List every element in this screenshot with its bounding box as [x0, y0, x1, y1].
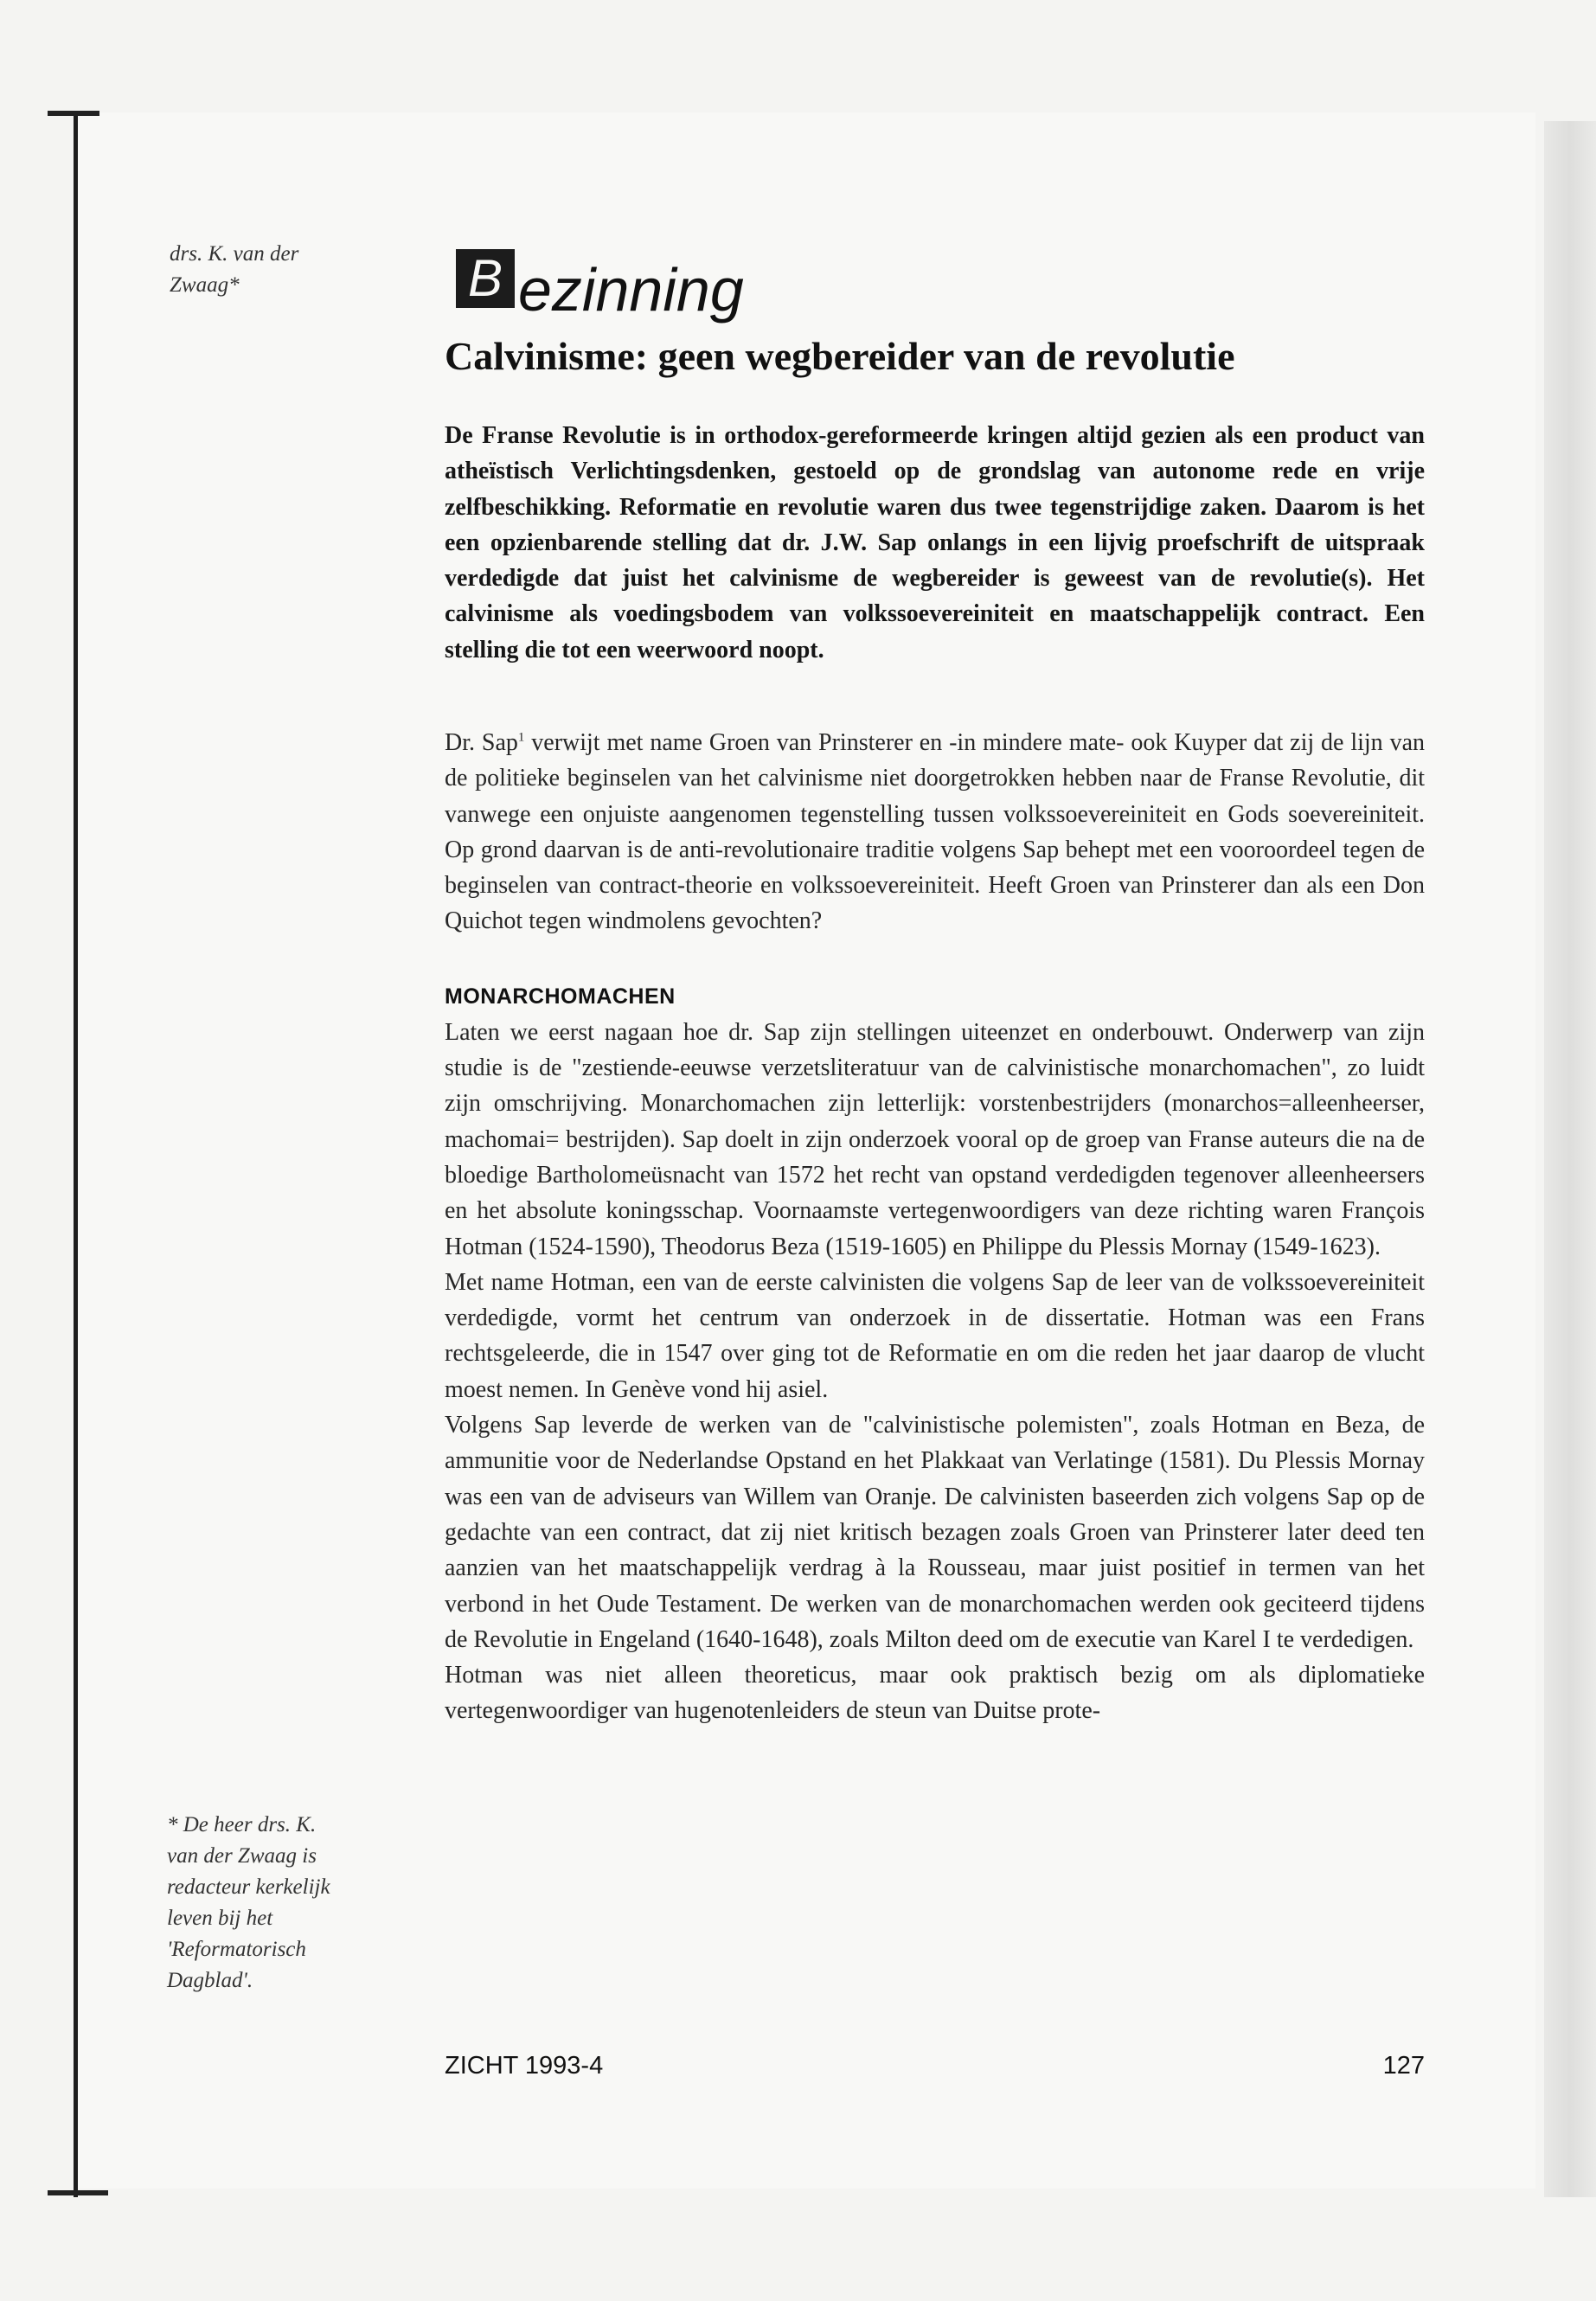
note-line: van der Zwaag is [167, 1844, 317, 1868]
paragraph-start: Dr. Sap [445, 729, 518, 756]
binding-tick-top [48, 111, 99, 116]
body-paragraph: Laten we eerst nagaan hoe dr. Sap zijn stellingen uiteenzet en onderbouwt. Onderwerp van zijn studie is de "zestiende-eeuwse verzetsliteratuur van de calvinistische monarchomachen", zo luidt zijn omschrijving. Monarchomachen zijn letterlijk: vorstenbestrijders (monarchos=alleenheerser, machomai= bestrijden). Sap doelt in zijn onderzoek vooral op de groep van Franse auteurs die na de bloedige Bartholomeüsnacht van 1572 het recht van opstand verdedigden tegenover alleenheersers en het absolute koningsschap. Voornaamste vertegenwoordigers van deze richting waren François Hotman (1524-1590), Theodorus Beza (1519-1605) en Philippe du Plessis Mornay (1549-1623). [445, 1018, 1425, 1260]
rubric-word: ezinning [518, 256, 744, 324]
author-note [167, 1810, 392, 1997]
binding-line [74, 112, 78, 2197]
body-paragraph [445, 725, 1425, 939]
page-number: 127 [1382, 2052, 1425, 2080]
rubric-initial: B [456, 249, 515, 308]
section-heading: MONARCHOMACHEN [445, 984, 676, 1009]
article-body [445, 725, 1425, 1729]
article-lead: De Franse Revolutie is in orthodox-gereformeerde kringen altijd gezien als een product van atheïstisch Verlichtingsdenken, gestoeld op de grondslag van autonome rede en vrije zelfbeschikking. Reformatie en revolutie waren dus twee tegenstrijdige zaken. Daarom is het een opzienbarende stelling dat dr. J.W. Sap onlangs in een lijvig proefschrift de uitspraak verdedigde dat juist het calvinisme de wegbereider is geweest van de revolutie(s). Het calvinisme als voedingsbodem van volkssoevereiniteit en maatschappelijk contract. Een stelling die tot een weerwoord noopt. [445, 422, 1425, 663]
note-line: 'Reformatorisch [167, 1938, 306, 1961]
journal-name: ZICHT 1993-4 [445, 2052, 604, 2080]
article-title: Calvinisme: geen wegbereider van de revolutie [445, 334, 1235, 378]
body-paragraph: Volgens Sap leverde de werken van de "calvinistische polemisten", zoals Hotman en Beza, de ammunitie voor de Nederlandse Opstand en het Plakkaat van Verlatinge (1581). Du Plessis Mornay was een van de adviseurs van Willem van Oranje. De calvinisten baseerden zich volgens Sap op de gedachte van een contract, dat zij niet kritisch bezagen zoals Groen van Prinsterer later deed ten aanzien van het maatschappelijk verdrag à la Rousseau, maar juist positief in termen van het verbond in het Oude Testament. De werken van de monarchomachen werden ook geciteerd tijdens de Revolutie in Engeland (1640-1648), zoals Milton deed om de executie van Karel I te verdedigen. [445, 1412, 1425, 1653]
paragraph-text: verwijt met name Groen van Prinsterer en -in mindere mate- ook Kuyper dat zij de lijn van de politieke beginselen van het calvinisme niet doorgetrokken hebben naar de Franse Revolutie, dit vanwege een onjuiste aangenomen tegenstelling tussen volkssoevereiniteit en Gods soevereiniteit. Op grond daarvan is de anti-revolutionaire traditie volgens Sap behept met een vooroordeel tegen de beginselen van contract-theorie en volkssoevereiniteit. Heeft Groen van Prinsterer dan als een Don Quichot tegen windmolens gevochten? [445, 729, 1425, 935]
note-line: leven bij het [167, 1907, 273, 1930]
note-line: redacteur kerkelijk [167, 1875, 330, 1899]
binding-tick-bottom [48, 2190, 108, 2195]
body-paragraph: Met name Hotman, een van de eerste calvinisten die volgens Sap de leer van de volkssoevereiniteit verdedigde, vormt het centrum van onderzoek in de dissertatie. Hotman was een Frans rechtsgeleerde, die in 1547 over ging tot de Reformatie en om die reden het jaar daarop de vlucht moest nemen. In Genève vond hij asiel. [445, 1268, 1425, 1403]
author-line: drs. K. van der [170, 242, 299, 266]
section-rubric [456, 230, 744, 324]
note-line: Dagblad'. [167, 1969, 253, 1992]
author-byline [170, 239, 343, 301]
footnote-marker: 1 [517, 730, 525, 745]
body-paragraph: Hotman was niet alleen theoreticus, maar ook praktisch bezig om als diplomatieke vertegenwoordiger van hugenotenleiders de steun van Duitse prote- [445, 1662, 1425, 1725]
author-line: Zwaag* [170, 273, 240, 297]
note-line: * De heer drs. K. [167, 1813, 317, 1836]
next-page-edge [1544, 121, 1596, 2197]
